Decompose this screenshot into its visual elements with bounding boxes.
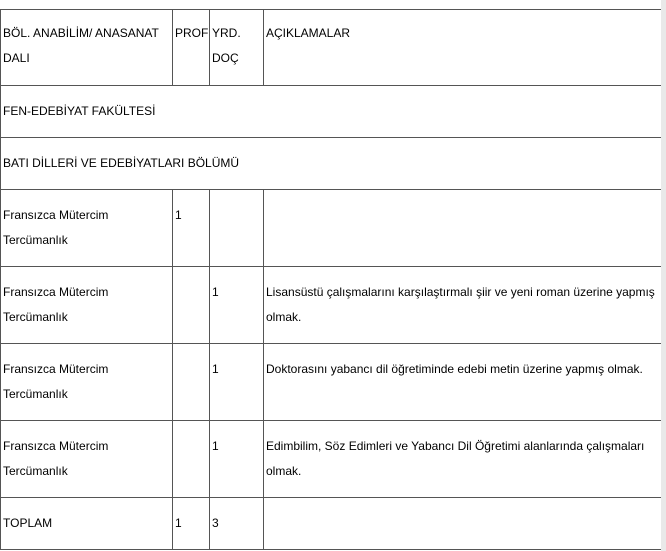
row-aciklama: Edimbilim, Söz Edimleri ve Yabancı Dil Öğretimi alanlarında çalışmaları olmak. (264, 421, 662, 498)
header-aciklamalar: AÇIKLAMALAR (264, 10, 662, 86)
row-dali: Fransızca Mütercim Tercümanlık (1, 190, 173, 267)
department-row (1, 138, 662, 190)
row-dali: Fransızca Mütercim Tercümanlık (1, 421, 173, 498)
row-dali: Fransızca Mütercim Tercümanlık (1, 267, 173, 344)
positions-table (0, 9, 662, 550)
header-prof: PROF (173, 10, 210, 86)
row-yrd-doc: 1 (210, 421, 264, 498)
header-dali: BÖL. ANABİLİM/ ANASANAT DALI (1, 10, 173, 86)
row-yrd-doc (210, 190, 264, 267)
total-prof: 1 (173, 498, 210, 550)
row-prof: 1 (173, 190, 210, 267)
table-row (1, 267, 662, 344)
table-row (1, 421, 662, 498)
row-prof (173, 267, 210, 344)
header-yrd-doc: YRD. DOÇ (210, 10, 264, 86)
total-label: TOPLAM (1, 498, 173, 550)
row-yrd-doc: 1 (210, 267, 264, 344)
total-row (1, 498, 662, 550)
faculty-row (1, 86, 662, 138)
total-aciklama (264, 498, 662, 550)
header-row (1, 10, 662, 86)
window-edge-shade (661, 0, 666, 551)
row-yrd-doc: 1 (210, 344, 264, 421)
row-dali: Fransızca Mütercim Tercümanlık (1, 344, 173, 421)
table-row (1, 190, 662, 267)
faculty-title: FEN-EDEBİYAT FAKÜLTESİ (1, 86, 662, 138)
row-aciklama: Doktorasını yabancı dil öğretiminde edebi metin üzerine yapmış olmak. (264, 344, 662, 421)
row-prof (173, 421, 210, 498)
row-aciklama (264, 190, 662, 267)
total-yrd-doc: 3 (210, 498, 264, 550)
table-row (1, 344, 662, 421)
row-aciklama: Lisansüstü çalışmalarını karşılaştırmalı şiir ve yeni roman üzerine yapmış olmak. (264, 267, 662, 344)
row-prof (173, 344, 210, 421)
department-title: BATI DİLLERİ VE EDEBİYATLARI BÖLÜMÜ (1, 138, 662, 190)
